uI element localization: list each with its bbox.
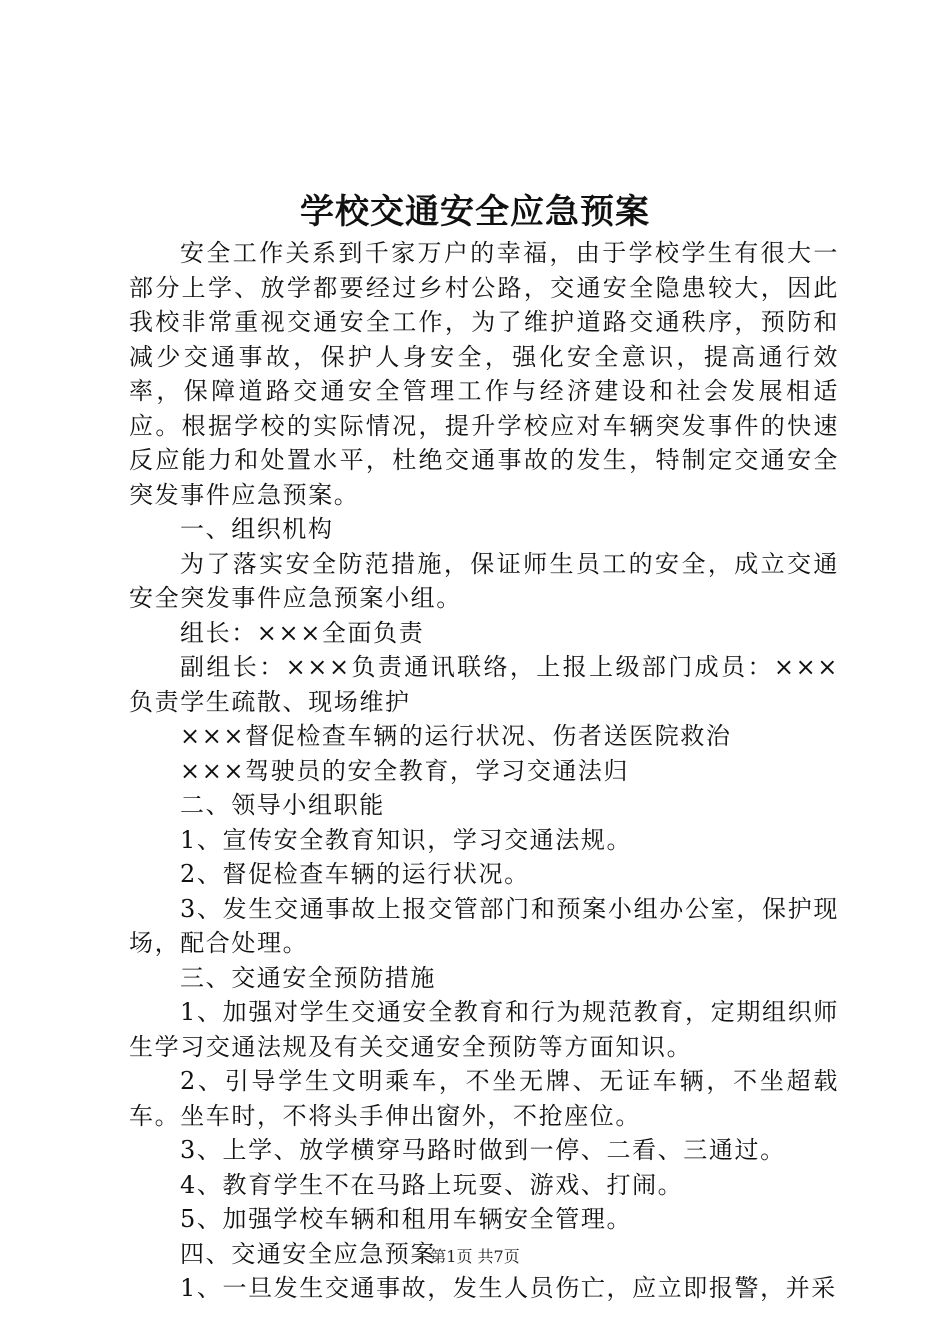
list-item: 1、加强对学生交通安全教育和行为规范教育，定期组织师生学习交通法规及有关交通安全预防等方面知识。 — [129, 998, 839, 1061]
paragraph: 为了落实安全防范措施，保证师生员工的安全，成立交通安全突发事件应急预案小组。 — [129, 549, 839, 612]
list-item: 5、加强学校车辆和租用车辆安全管理。 — [180, 1205, 633, 1233]
paragraph: 安全工作关系到千家万户的幸福，由于学校学生有很大一部分上学、放学都要经过乡村公路，交通安全隐患较大，因此我校非常重视交通安全工作，为了维护道路交通秩序，预防和减少交通事故，保护人身安全，强化安全意识，提高通行效率，保障道路交通安全管理工作与经济建设和社会发展相适应。根据学校的实际情况，提升学校应对车辆突发事件的快速反应能力和处置水平，杜绝交通事故的发生，特制定交通安全突发事件应急预案。 — [129, 239, 839, 509]
section-heading: 四、交通安全应急预案 — [180, 1239, 436, 1268]
list-item: 1、一旦发生交通事故，发生人员伤亡，应立即报警，并采 — [180, 1274, 837, 1302]
document-body — [129, 236, 839, 1306]
list-item: 1、宣传安全教育知识，学习交通法规。 — [180, 825, 633, 854]
section-heading: 一、组织机构 — [180, 515, 334, 543]
document-title: 学校交通安全应急预案 — [300, 192, 650, 232]
paragraph: ×××驾驶员的安全教育，学习交通法归 — [180, 756, 630, 785]
list-item: 3、发生交通事故上报交管部门和预案小组办公室，保护现场，配合处理。 — [129, 894, 839, 957]
page-footer: 第1页 共7页 — [430, 1247, 520, 1266]
section-heading: 三、交通安全预防措施 — [180, 963, 436, 992]
paragraph: 副组长：×××负责通讯联络，上报上级部门成员：×××负责学生疏散、现场维护 — [129, 653, 839, 716]
section-heading: 二、领导小组职能 — [180, 791, 385, 819]
list-item: 3、上学、放学横穿马路时做到一停、二看、三通过。 — [180, 1136, 786, 1164]
paragraph: 组长：×××全面负责 — [180, 618, 425, 647]
list-item: 2、督促检查车辆的运行状况。 — [180, 860, 530, 888]
paragraph: ×××督促检查车辆的运行状况、伤者送医院救治 — [180, 722, 732, 750]
list-item: 2、引导学生文明乘车，不坐无牌、无证车辆，不坐超载车。坐车时，不将头手伸出窗外，不抢座位。 — [129, 1067, 839, 1130]
list-item: 4、教育学生不在马路上玩耍、游戏、打闹。 — [180, 1170, 684, 1199]
